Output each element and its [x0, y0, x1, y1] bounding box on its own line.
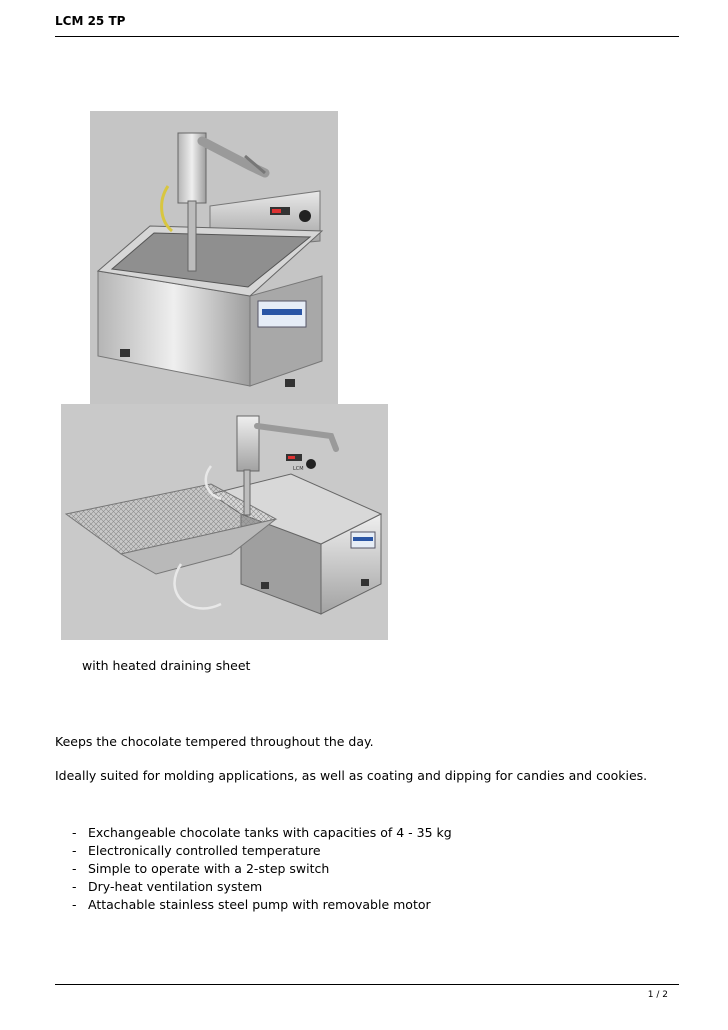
list-item — [72, 824, 452, 842]
machine-illustration — [90, 111, 338, 407]
tempering-machine-with-draining-sheet-photo — [61, 404, 388, 640]
header-divider — [55, 36, 679, 37]
tempering-machine-photo — [90, 111, 338, 407]
list-item — [72, 860, 452, 878]
page-number: 1 / 2 — [647, 990, 668, 1000]
page-title: LCM 25 TP — [55, 14, 126, 28]
list-dash: - — [72, 825, 77, 840]
feature-text: Attachable stainless steel pump with removable motor — [88, 897, 431, 912]
list-dash: - — [72, 843, 77, 858]
feature-text: Simple to operate with a 2-step switch — [88, 861, 330, 876]
feature-text: Dry-heat ventilation system — [88, 879, 263, 894]
feature-text: Exchangeable chocolate tanks with capacities of 4 - 35 kg — [88, 825, 452, 840]
feature-text: Electronically controlled temperature — [88, 843, 321, 858]
list-dash: - — [72, 879, 77, 894]
feature-list — [72, 824, 452, 914]
list-item — [72, 842, 452, 860]
machine-brand-text: LCM — [293, 466, 304, 472]
photo-caption: with heated draining sheet — [82, 658, 251, 673]
machine-with-sheet-illustration — [61, 404, 388, 640]
footer-divider — [55, 984, 679, 985]
list-dash: - — [72, 861, 77, 876]
list-item — [72, 878, 452, 896]
intro-paragraph: Keeps the chocolate tempered throughout the day. — [55, 734, 374, 749]
list-item — [72, 896, 452, 914]
usage-paragraph: Ideally suited for molding applications, as well as coating and dipping for candies and cookies. — [55, 768, 648, 783]
list-dash: - — [72, 897, 77, 912]
